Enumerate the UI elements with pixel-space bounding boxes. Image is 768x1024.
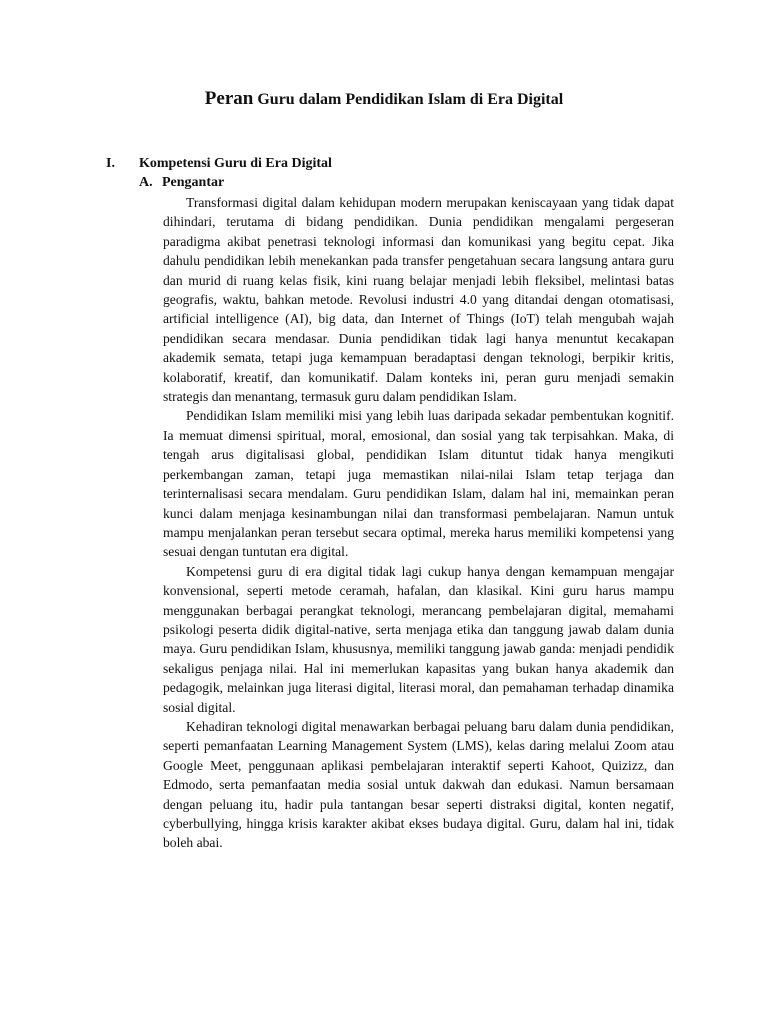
title-first-word: Peran <box>204 88 254 109</box>
section-heading <box>106 154 666 173</box>
paragraph: Kehadiran teknologi digital menawarkan berbagai peluang baru dalam dunia pendidikan, seperti pemanfaatan Learning Management System (LMS), kelas daring melalui Zoom atau Google Meet, penggunaan aplikasi pembelajaran interaktif seperti Kahoot, Quizizz, dan Edmodo, serta pemanfaatan media sosial untuk dakwah dan edukasi. Namun bersamaan dengan peluang itu, hadir pula tantangan besar seperti distraksi digital, konten negatif, cyberbullying, hingga krisis karakter akibat ekses budaya digital. Guru, dalam hal ini, tidak boleh abai. <box>163 718 674 851</box>
subsection-letter: A. <box>139 175 153 190</box>
subsection-title: Pengantar <box>162 175 225 190</box>
paragraph: Transformasi digital dalam kehidupan modern merupakan keniscayaan yang tidak dapat dihindari, terutama di bidang pendidikan. Dunia pendidikan mengalami pergeseran paradigma akibat penetrasi teknologi informasi dan komunikasi yang begitu cepat. Jika dahulu pendidikan lebih menekankan pada transfer pengetahuan secara langsung antara guru dan murid di ruang kelas fisik, kini ruang belajar menjadi lebih fleksibel, melintasi batas geografis, waktu, bahkan metode. Revolusi industri 4.0 yang ditandai dengan otomatisasi, artificial intelligence (AI), big data, dan Internet of Things (IoT) telah mengubah wajah pendidikan secara mendasar. Dunia pendidikan tidak lagi hanya menuntut kecakapan akademik semata, tetapi juga kemampuan beradaptasi dengan teknologi, berpikir kritis, kolaboratif, kreatif, dan komunikatif. Dalam konteks ini, peran guru menjadi semakin strategis dan menantang, termasuk guru dalam pendidikan Islam. <box>163 195 674 405</box>
paragraph: Pendidikan Islam memiliki misi yang lebih luas daripada sekadar pembentukan kognitif. Ia memuat dimensi spiritual, moral, emosional, dan sosial yang tak terpisahkan. Maka, di tengah arus digitalisasi global, pendidikan Islam dituntut tidak hanya mengikuti perkembangan zaman, tetapi juga memastikan nilai-nilai Islam tetap terjaga dan terinternalisasi secara mendalam. Guru pendidikan Islam, dalam hal ini, memainkan peran kunci dalam menjaga kesinambungan nilai dan transformasi pembelajaran. Namun untuk mampu menjalankan peran tersebut secara optimal, mereka harus memiliki kompetensi yang sesuai dengan tuntutan era digital. <box>163 408 674 560</box>
body-text <box>163 193 674 853</box>
paragraph: Kompetensi guru di era digital tidak lagi cukup hanya dengan kemampuan mengajar konvensional, seperti metode ceramah, hafalan, dan klasikal. Kini guru harus mampu menggunakan berbagai perangkat teknologi, merancang pembelajaran digital, memahami psikologi peserta didik digital-native, serta menjaga etika dan tanggung jawab dalam dunia maya. Guru pendidikan Islam, khususnya, memiliki tanggung jawab ganda: menjadi pendidik sekaligus penjaga nilai. Hal ini memerlukan kapasitas yang bukan hanya akademik dan pedagogik, melainkan juga literasi digital, literasi moral, dan pemahaman terhadap dinamika sosial digital. <box>163 563 674 715</box>
subsection-heading <box>139 173 659 192</box>
document-title <box>0 88 768 111</box>
section-number: I. <box>106 156 115 171</box>
section-title: Kompetensi Guru di Era Digital <box>139 156 332 171</box>
title-rest: Guru dalam Pendidikan Islam di Era Digital <box>253 91 564 108</box>
